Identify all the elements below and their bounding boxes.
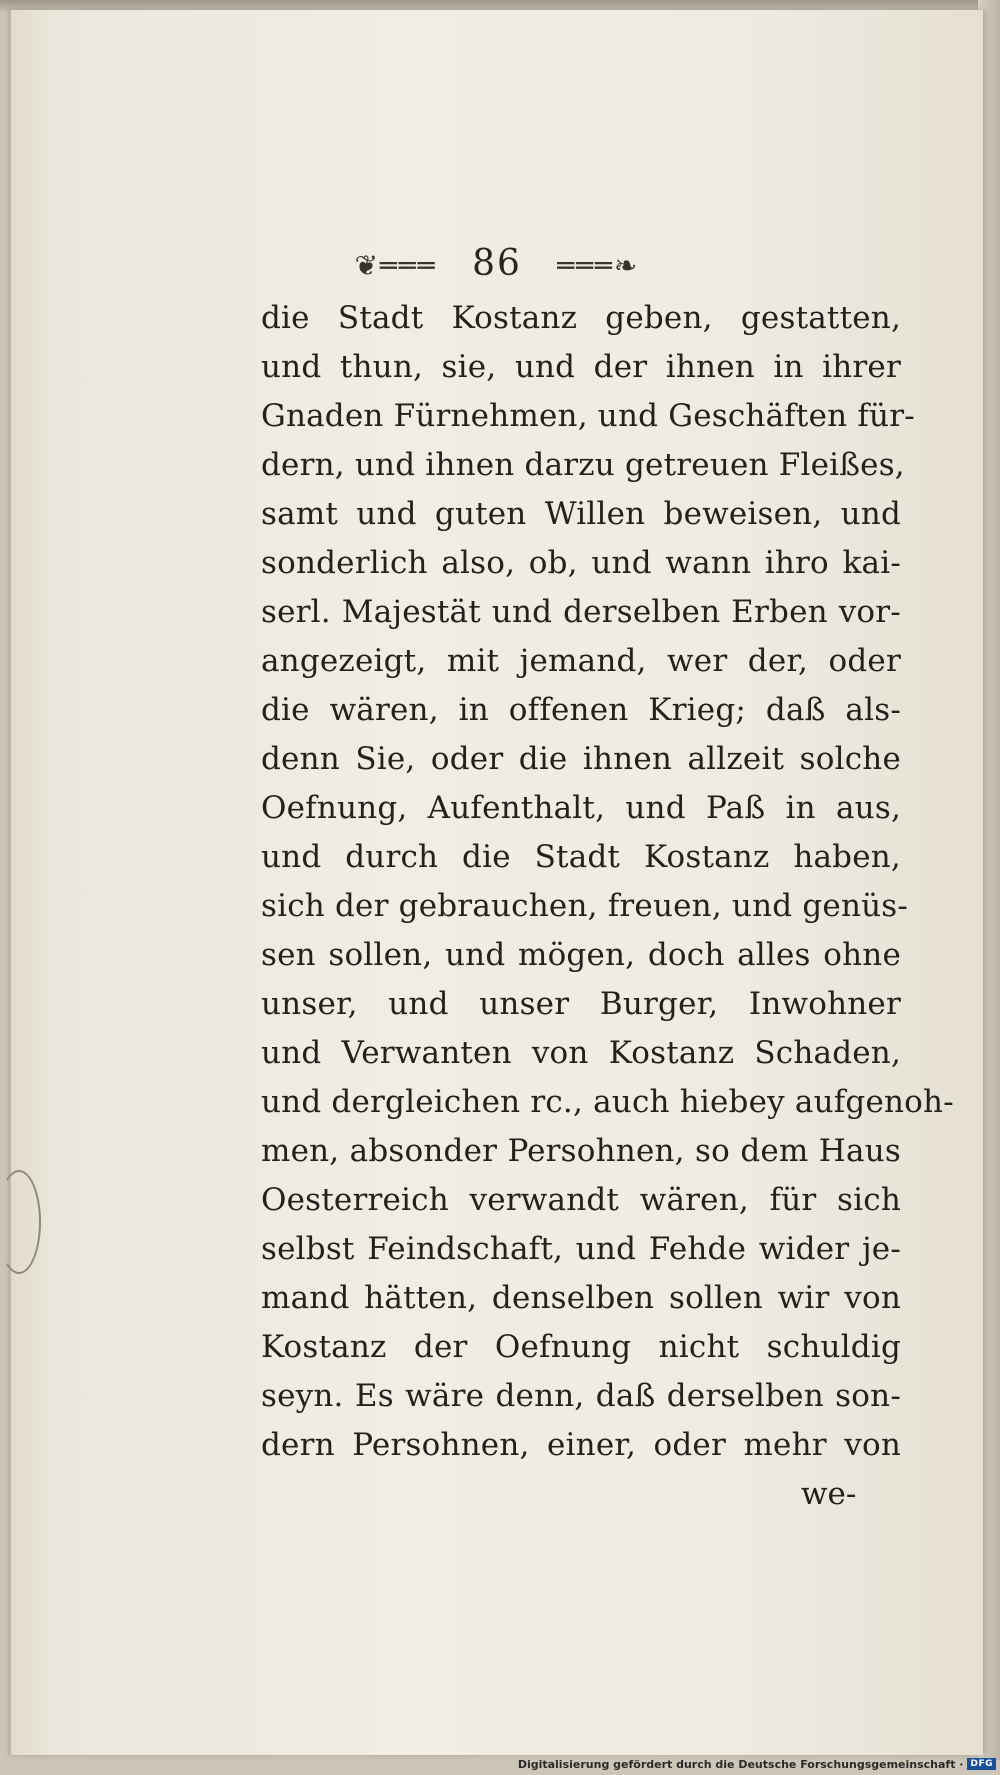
page-header: [11, 242, 983, 288]
ornament-left-icon: ❦═══: [354, 249, 437, 282]
text-line: samt und guten Willen beweisen, und: [261, 496, 901, 532]
text-line: und dergleichen rc., auch hiebey aufgenoh-: [261, 1084, 954, 1120]
binding-ring: [0, 1170, 41, 1274]
text-line: die Stadt Kostanz geben, gestatten,: [261, 300, 901, 336]
page-number: 86: [472, 243, 522, 284]
text-line: mand hätten, denselben sollen wir von: [261, 1280, 901, 1316]
text-line: die wären, in offenen Krieg; daß als-: [261, 692, 901, 728]
book-page: [8, 10, 983, 1755]
text-line: dern Persohnen, einer, oder mehr von: [261, 1427, 901, 1463]
text-line: unser, und unser Burger, Inwohner: [261, 986, 901, 1022]
text-line: Oesterreich verwandt wären, für sich: [261, 1182, 901, 1218]
body-text: [261, 294, 954, 1470]
text-line: Kostanz der Oefnung nicht schuldig: [261, 1329, 901, 1365]
text-line: sonderlich also, ob, und wann ihro kai-: [261, 545, 901, 581]
text-line: denn Sie, oder die ihnen allzeit solche: [261, 741, 901, 777]
catchword: we-: [801, 1476, 857, 1512]
ornament-right-icon: ═══❧: [557, 249, 640, 282]
text-line: selbst Feindschaft, und Fehde wider je-: [261, 1231, 901, 1267]
digitization-credit: [518, 1755, 996, 1773]
text-line: sich der gebrauchen, freuen, und genüs-: [261, 888, 909, 924]
text-line: und durch die Stadt Kostanz haben,: [261, 839, 901, 875]
text-line: sen sollen, und mögen, doch alles ohne: [261, 937, 901, 973]
credit-text: Digitalisierung gefördert durch die Deutsche Forschungsgemeinschaft ·: [517, 1757, 964, 1771]
text-line: men, absonder Persohnen, so dem Haus: [261, 1133, 901, 1169]
text-line: und Verwanten von Kostanz Schaden,: [261, 1035, 901, 1071]
text-line: Oefnung, Aufenthalt, und Paß in aus,: [261, 790, 901, 826]
text-line: seyn. Es wäre denn, daß derselben son-: [261, 1378, 901, 1414]
dfg-logo-icon: DFG: [967, 1758, 996, 1770]
text-line: dern, und ihnen darzu getreuen Fleißes,: [261, 447, 905, 483]
text-line: Gnaden Fürnehmen, und Geschäften für-: [261, 398, 915, 434]
text-line: und thun, sie, und der ihnen in ihrer: [261, 349, 901, 385]
text-line: serl. Majestät und derselben Erben vor-: [261, 594, 901, 630]
text-line: angezeigt, mit jemand, wer der, oder: [261, 643, 901, 679]
